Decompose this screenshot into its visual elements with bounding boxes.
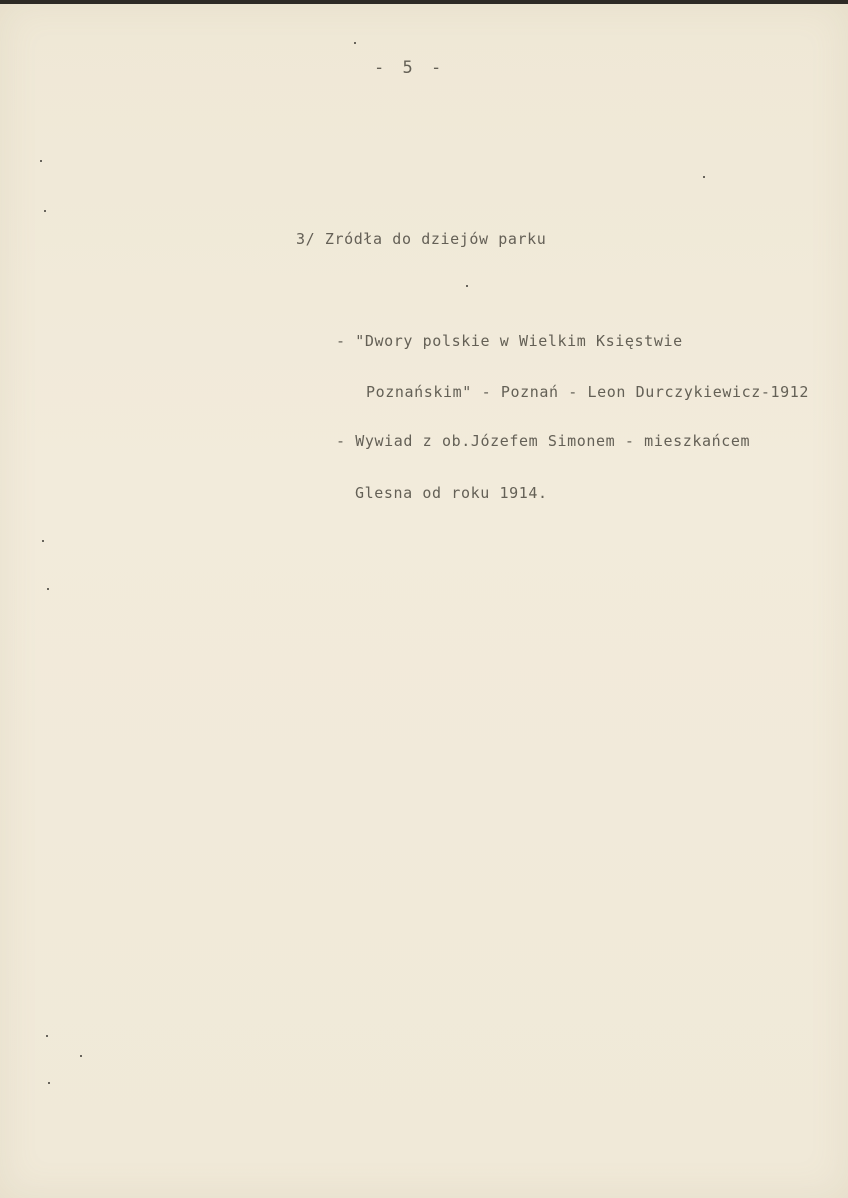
paper-speck — [46, 1035, 48, 1037]
paper-speck — [80, 1055, 82, 1057]
source-2-line-1: - Wywiad z ob.Józefem Simonem - mieszkańcem — [336, 432, 751, 450]
paper-speck — [48, 1082, 50, 1084]
paper-speck — [703, 176, 705, 178]
paper-speck — [40, 160, 42, 162]
source-1-line-2: Poznańskim" - Poznań - Leon Durczykiewicz-1912 — [366, 383, 810, 401]
section-heading: 3/ Zródła do dziejów parku — [296, 230, 547, 248]
source-2-line-2: Glesna od roku 1914. — [355, 484, 548, 502]
paper-speck — [466, 285, 468, 287]
page-number: - 5 - — [374, 58, 446, 78]
paper-speck — [354, 42, 356, 44]
paper-speck — [47, 588, 49, 590]
paper-speck — [44, 210, 46, 212]
page-top-edge — [0, 0, 848, 4]
paper-speck — [42, 540, 44, 542]
source-1-line-1: - "Dwory polskie w Wielkim Księstwie — [336, 332, 683, 350]
